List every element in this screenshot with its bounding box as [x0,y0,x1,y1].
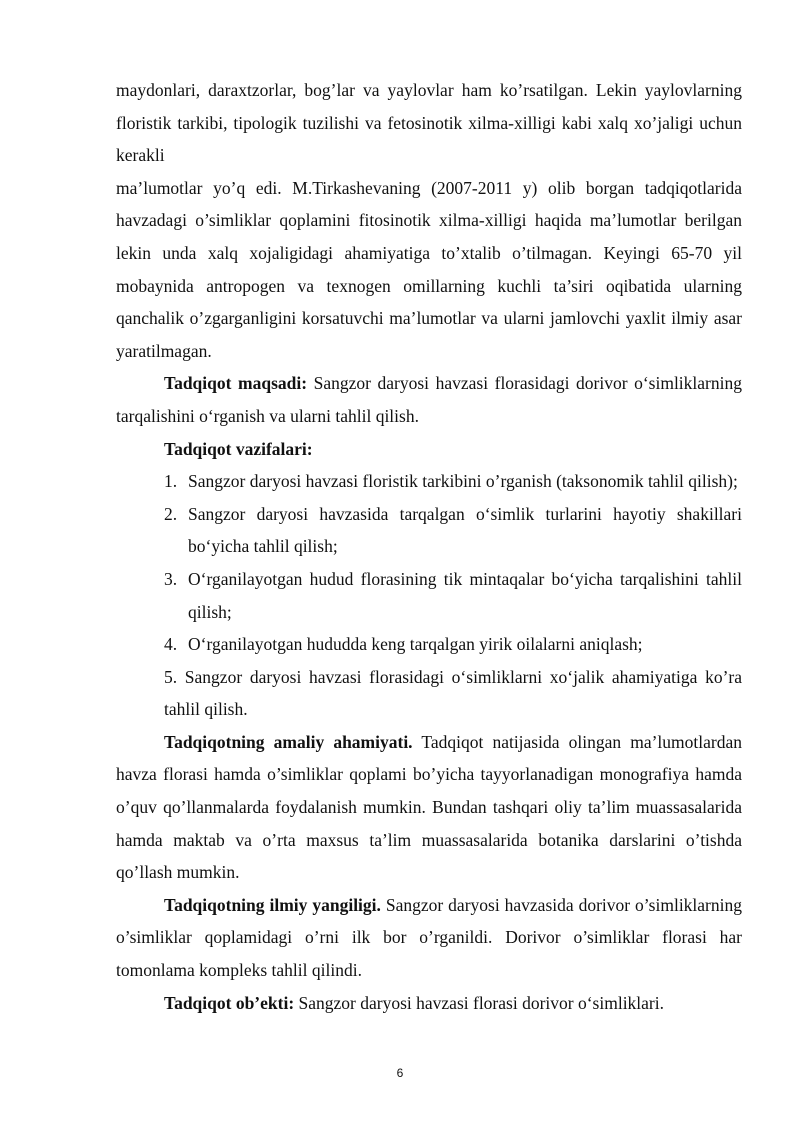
list-item [116,661,742,726]
list-item-number: 1. [164,471,178,492]
object-label: Tadqiqot ob’ekti: [164,992,295,1013]
novelty-label: Tadqiqotning ilmiy yangiligi. [164,894,381,915]
list-item-number: 4. [164,634,178,655]
list-item-text: Sangzor daryosi havzasi florasidagi o‘simliklarni xo‘jalik ahamiyatiga ko’ra tahlil qilish. [164,666,742,720]
goal-label: Tadqiqot maqsadi: [164,373,308,394]
list-item [116,498,742,563]
list-item-text: Sangzor daryosi havzasi floristik tarkibini o’rganish (taksonomik tahlil qilish); [188,471,738,492]
list-item-text: Sangzor daryosi havzasida tarqalgan o‘simlik turlarini hayotiy shakillari bo‘yicha tahlil qilish; [188,503,742,557]
list-item [116,628,742,661]
list-item-number: 3. [164,568,178,589]
page-number: 6 [396,1066,404,1080]
goal-text: Sangzor daryosi havzasi florasidagi dorivor o‘simliklarning tarqalishini o‘rganish va ularni tahlil qilish. [116,373,742,426]
novelty-text: Sangzor daryosi havzasida dorivor o’simliklarning o’simliklar qoplamidagi o’rni ilk bor o’rganildi. Dorivor o’simliklar florasi har tomonlama kompleks tahlil qilindi. [116,894,742,981]
paragraph-goal [116,367,742,432]
list-item-number: 5. [164,666,178,687]
list-item [116,465,742,498]
list-item-number: 2. [164,503,178,524]
list-item-text: O‘rganilayotgan hududda keng tarqalgan yirik oilalarni aniqlash; [188,634,643,655]
document-page [116,74,742,1019]
tasks-heading: Tadqiqot vazifalari: [164,438,313,459]
paragraph-literature: ma’lumotlar yo’q edi. M.Tirkashevaning (2007-2011 y) olib borgan tadqiqotlarida havzadagi o’simliklar qoplamini fitosinotik xilma-xilligi haqida ma’lumotlar berilgan lekin unda xalq xojaligidagi ahamiyatiga to’xtalib o’tilmagan. Keyingi 65-70 yil mobaynida antropogen va texnogen omillarning kuchli ta’siri oqibatida ularning qanchalik o’zgarganligini korsatuvchi ma’lumotlar va ularni jamlovchi yaxlit ilmiy asar yaratilmagan. [116,177,742,361]
practical-text: Tadqiqot natijasida olingan ma’lumotlardan havza florasi hamda o’simliklar qoplami bo’yicha tayyorlanadigan monografiya hamda o’quv qo’llanmalarda foydalanish mumkin. Bundan tashqari oliy ta’lim muassasalarida hamda maktab va o’rta maxsus ta’lim muassasalarida botanika darslarini o’tishda qo’llash mumkin. [116,731,742,883]
paragraph-novelty [116,889,742,987]
list-item [116,563,742,628]
paragraph-object [116,987,742,1020]
paragraph-practical [116,726,742,889]
list-item-text: O‘rganilayotgan hudud florasining tik mintaqalar bo‘yicha tarqalishini tahlil qilish; [188,568,742,622]
tasks-list [116,465,742,726]
practical-label: Tadqiqotning amaliy ahamiyati. [164,731,413,752]
object-text: Sangzor daryosi havzasi florasi dorivor o‘simliklari. [294,992,664,1013]
paragraph-intro: maydonlari, daraxtzorlar, bog’lar va yaylovlar ham ko’rsatilgan. Lekin yaylovlarning floristik tarkibi, tipologik tuzilishi va fetosinotik xilma-xilligi kabi xalq xo’jaligi uchun kerakli [116,80,742,166]
